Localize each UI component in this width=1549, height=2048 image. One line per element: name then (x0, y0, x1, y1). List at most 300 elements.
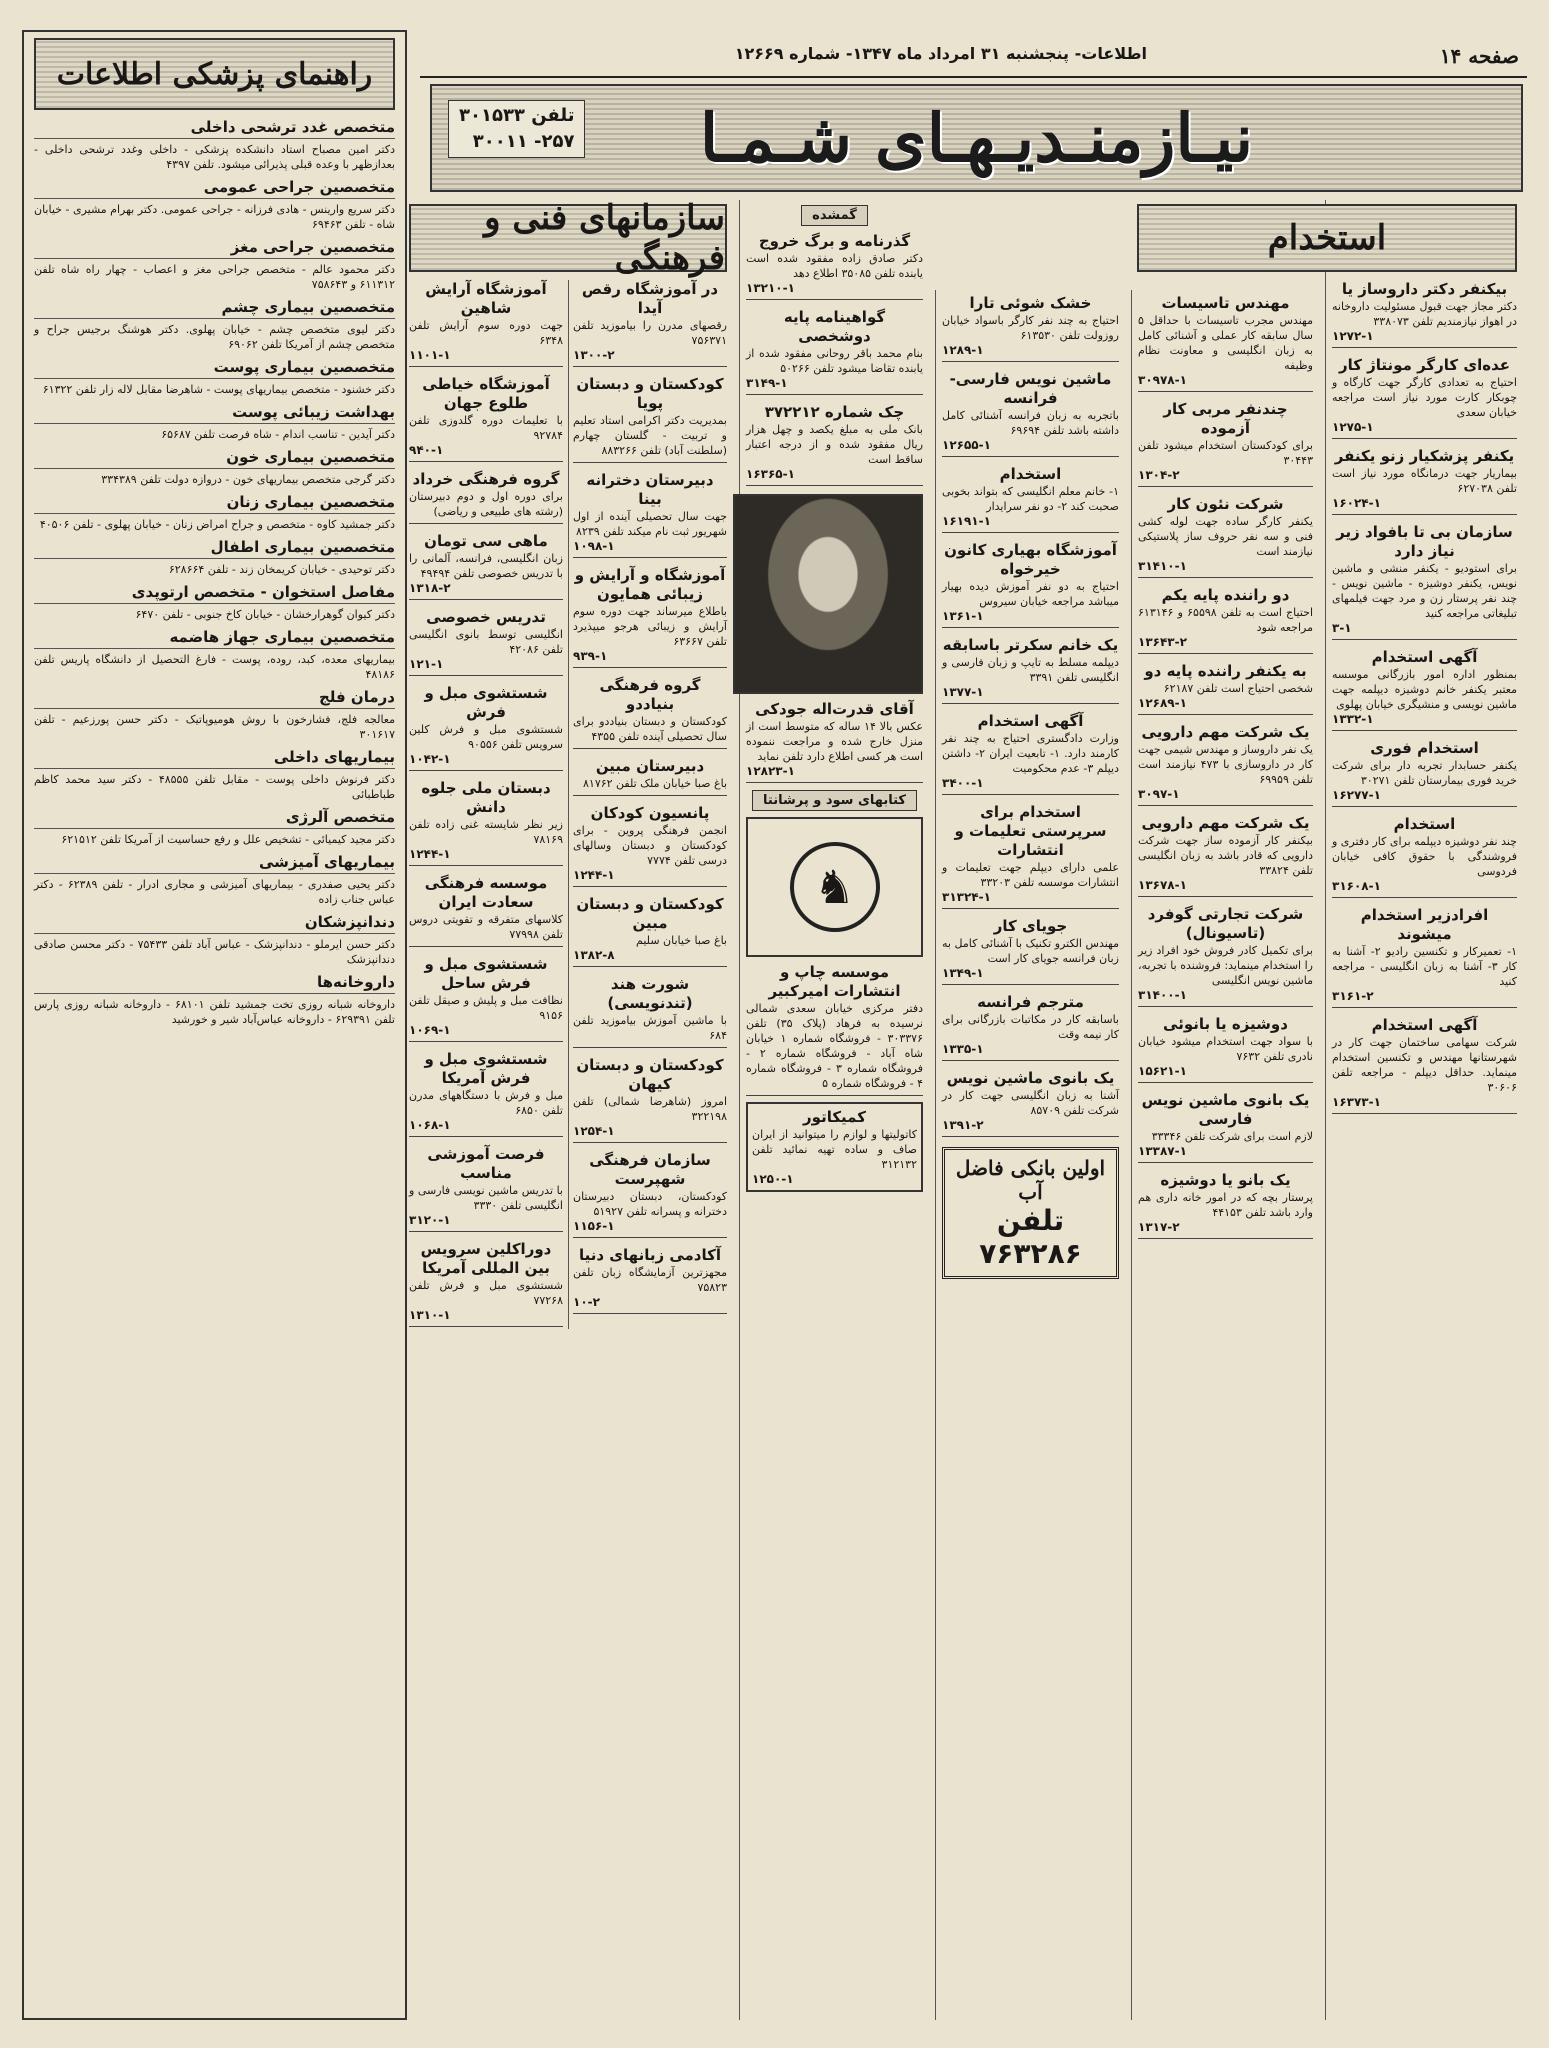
amirkabir-logo (746, 817, 923, 957)
ad-body: یکنفر کارگر ساده جهت لوله کشی فنی و سه نفر حروف ساز پلاستیکی نیازمند است (1138, 515, 1313, 558)
ad-code: ۱۲۷۲-۱ (1332, 329, 1374, 343)
ad-divider (573, 1047, 727, 1048)
ad-title: استخدام (1393, 815, 1456, 833)
ad-body: علمی دارای دیپلم جهت تعلیمات و انتشارات موسسه تلفن ۳۳۲۰۳ (942, 861, 1119, 889)
missing-child-code: ۱۲۸۲۳-۱ (746, 764, 795, 778)
classified-ad (1138, 495, 1313, 578)
ad-code: ۱۲۵۴-۱ (573, 1124, 615, 1138)
directory-entry (34, 238, 395, 292)
ad-code: ۱۶۳۶۵-۱ (746, 467, 795, 481)
ad-divider (1138, 486, 1313, 487)
classified-ad (942, 803, 1119, 909)
column-4 (739, 200, 929, 2020)
classified-ad (1138, 1091, 1313, 1163)
ad-divider (746, 394, 923, 395)
sewage-bank-phone: تلفن ۷۶۳۲۸۶ (979, 1204, 1082, 1270)
classified-ad (942, 993, 1119, 1061)
ad-title: شورت هند (تندنویسی) (607, 975, 693, 1012)
banner-phone-2: ۲۵۷- ۳۰۰۱۱ (472, 131, 575, 152)
classified-ad (409, 1050, 563, 1137)
directory-entry-body: دکتر محمود عالم - متخصص جراحی مغز و اعصاب - چهار راه شاه تلفن ۶۱۱۳۱۲ و ۷۵۸۶۴۳ (34, 263, 395, 291)
banner-phone-1: تلفن ۳۰۱۵۳۳ (459, 105, 575, 126)
directory-entry-body: دکتر یحیی صفدری - بیماریهای آمیزشی و مجاری ادرار - تلفن ۶۲۳۸۹ - دکتر عباس جناب زاده (34, 878, 395, 906)
classified-ad (1332, 739, 1517, 807)
ad-code: ۳-۱ (1332, 621, 1352, 635)
directory-entry (34, 583, 395, 622)
classified-ad (1138, 586, 1313, 654)
ad-code: ۱۳۲۱۰-۱ (746, 281, 795, 295)
ad-code: ۳۱۶۰۸-۱ (1332, 879, 1381, 893)
ad-title: یک بانوی ماشین نویس فارسی (1141, 1091, 1310, 1128)
classified-ad (942, 465, 1119, 533)
ad-title: ماهی سی تومان (424, 532, 548, 550)
employment-ads (1332, 280, 1517, 1114)
ad-title: استخدام برای سرپرستی تعلیمات و انتشارات (954, 803, 1107, 859)
ad-title: خشک شوئی تارا (969, 294, 1092, 312)
ad-body: شستشوی مبل و فرش کلین سرویس تلفن ۹۰۵۵۶ (409, 723, 563, 751)
directory-entry-body: دکتر جمشید کاوه - متخصص و جراح امراض زنان - خیابان پهلوی - تلفن ۴۰۵۰۶ (39, 518, 395, 531)
directory-entry-title: متخصصین بیماری زنان (34, 493, 395, 514)
ad-title: شستشوی مبل و فرش ساحل (424, 955, 548, 992)
classified-ad (942, 636, 1119, 704)
ad-title: تدریس خصوصی (426, 608, 546, 626)
ad-body: وزارت دادگستری احتیاج به چند نفر کارمند دارد. ۱- تابعیت ایران ۲- داشتن دیپلم ۳- عدم محکومیت (942, 732, 1119, 775)
classified-ad (573, 895, 727, 967)
directory-entry-title: مفاصل استخوان - متخصص ارتوپدی (34, 583, 395, 604)
directory-entry (34, 448, 395, 487)
ad-body: باسابقه کار در مکاتبات بازرگانی برای کار نیمه وقت (942, 1013, 1119, 1041)
ad-divider (746, 485, 923, 486)
ad-body: کودکستان، دبستان دبیرستان دخترانه و پسرانه تلفن ۵۱۹۲۷ (573, 1190, 727, 1218)
classified-ad (1332, 906, 1517, 1008)
ad-body: احتیاج به چند نفر کارگر باسواد خیابان روزولت تلفن ۶۱۳۵۳۰ (942, 314, 1119, 342)
column-3 (935, 290, 1125, 2020)
ad-title: دبیرستان مبین (595, 757, 705, 775)
ad-body: ۱- تعمیرکار و تکنسین رادیو ۲- آشنا به کار ۳- آشنا به زبان انگلیسی - مراجعه کنید (1332, 945, 1517, 988)
directory-entry-body: دکتر آیدین - تناسب اندام - شاه فرصت تلفن ۶۵۶۸۷ (161, 428, 395, 441)
sidebar-items (34, 118, 395, 1027)
ad-body: دیپلمه مسلط به تایپ و زبان فارسی و انگلیسی تلفن ۳۳۹۱ (942, 656, 1119, 684)
ad-title: عده‌ای کارگر مونتاژ کار (1338, 356, 1511, 374)
ad-divider (573, 462, 727, 463)
ad-code: ۳۱۲۰-۱ (409, 1213, 451, 1227)
classified-ad (573, 804, 727, 887)
page-header (420, 30, 1527, 78)
classified-ad (1332, 523, 1517, 640)
banner-phones (448, 100, 585, 158)
ad-code: ۱۳۱۰-۱ (409, 1308, 451, 1322)
ad-body: امروز (شاهرضا شمالی) تلفن ۳۲۲۱۹۸ (573, 1095, 727, 1123)
ad-code: ۱۵۶۲۱-۱ (1138, 1064, 1187, 1078)
ad-body: باتجربه به زبان فرانسه آشنائی کامل داشته باشد تلفن ۶۹۶۹۴ (942, 409, 1119, 437)
ad-code: ۳۱۴۹-۱ (746, 376, 788, 390)
ad-code: ۱۱۵۶-۱ (573, 1219, 615, 1233)
ad-code: ۱۶۱۹۱-۱ (942, 514, 991, 528)
ad-title: جویای کار (993, 917, 1068, 935)
lost-ads (746, 232, 923, 486)
ad-body: با تدریس ماشین نویسی فارسی و انگلیسی تلفن ۳۳۳۰ (409, 1184, 563, 1212)
directory-entry-title: داروخانه‌ها (34, 973, 395, 994)
ad-title: آموزشگاه آرایش شاهین (425, 280, 547, 317)
ad-title: کودکستان و دبستان پویا (576, 375, 724, 412)
ad-title: یکنفر پزشکیار زنو یکنفر (1334, 447, 1515, 465)
missing-child-photo (733, 494, 923, 694)
ad-body: شستشوی مبل و فرش تلفن ۷۷۲۶۸ (409, 1279, 563, 1307)
classified-ad (409, 1240, 563, 1327)
classified-ad (746, 308, 923, 395)
ad-body: یک نفر داروساز و مهندس شیمی جهت کار در داروسازی با ۴۷۳ نیازمند است تلفن ۶۹۹۵۹ (1138, 743, 1313, 786)
ad-title: آموزشگاه بهیاری کانون خیرخواه (944, 541, 1117, 578)
ad-title: فرصت آموزشی مناسب (427, 1145, 545, 1182)
ad-code: ۱۶۲۷۷-۱ (1332, 788, 1381, 802)
classified-ad (1332, 280, 1517, 348)
classified-ad (1138, 1171, 1313, 1239)
directory-entry-body: دکتر کیوان گوهرارخشان - خیابان کاخ جنوبی - تلفن ۶۴۷۰ (135, 608, 395, 621)
ad-title: بیکنفر دکتر داروساز یا (1341, 280, 1508, 298)
ad-title: کودکستان و دبستان مبین (576, 895, 724, 932)
ad-divider (409, 1231, 563, 1232)
ad-divider (1332, 438, 1517, 439)
ad-title: یک خانم سکرتر باسابقه (942, 636, 1119, 654)
directory-entry (34, 748, 395, 802)
ad-code: ۱۲۶۸۹-۱ (1138, 696, 1187, 710)
ad-title: مترجم فرانسه (977, 993, 1084, 1011)
ad-divider (409, 599, 563, 600)
ad-divider (1138, 896, 1313, 897)
ad-title: یک شرکت مهم دارویی (1141, 814, 1310, 832)
ad-body: زبان انگلیسی، فرانسه، آلمانی را با تدریس خصوصی تلفن ۴۹۴۹۴ (409, 552, 563, 580)
classified-ad (573, 471, 727, 558)
ad-code: ۳۰۹۷۸-۱ (1138, 373, 1187, 387)
classified-ad (1138, 1015, 1313, 1083)
ad-divider (409, 461, 563, 462)
ad-body: یکنفر حسابدار تجربه دار برای شرکت خرید فوری بیمارستان تلفن ۳۰۲۷۱ (1332, 759, 1517, 787)
directory-entry-body: دکتر امین مصباح استاد دانشکده پزشکی - داخلی وغدد ترشحی داخلی - بعدازظهر با وعده قبلی پذیرائی میشود. تلفن ۴۳۹۷ (34, 143, 395, 171)
ad-body: شخصی احتیاج است تلفن ۶۲۱۸۷ (1163, 682, 1313, 695)
directory-entry-title: بیماریهای آمیزشی (34, 853, 395, 874)
ad-divider (573, 748, 727, 749)
classified-ad (1138, 400, 1313, 487)
ad-divider (1138, 653, 1313, 654)
ad-divider (746, 299, 923, 300)
directory-entry (34, 298, 395, 352)
ad-body: بانک ملی به مبلغ یکصد و چهل هزار ریال مفقود شده و از درجه اعتبار ساقط است (746, 423, 923, 466)
ad-code: ۳۰۹۷-۱ (1138, 787, 1180, 801)
ad-body: جهت سال تحصیلی آینده از اول شهریور ثبت نام میکند تلفن ۸۲۳۹ (573, 510, 727, 538)
ad-title: شستشوی مبل و فرش (424, 684, 548, 721)
ad-body: مجهزترین آزمایشگاه زبان تلفن ۷۵۸۲۳ (573, 1266, 727, 1294)
ad-title: گواهینامه پایه دوشخصی (783, 308, 886, 345)
ad-title: شرکت تجارتی گوفرد (تاسیونال) (1147, 905, 1304, 942)
ad-title: کودکستان و دبستان کیهان (576, 1056, 724, 1093)
directory-entry-body: دکتر توحیدی - خیابان کریمخان زند - تلفن ۶۲۸۶۶۴ (168, 563, 395, 576)
ad-title: ماشین نویس فارسی-فرانسه (949, 370, 1112, 407)
ad-divider (409, 946, 563, 947)
directory-entry (34, 118, 395, 172)
directory-entry-title: متخصصین بیماری خون (34, 448, 395, 469)
directory-entry (34, 358, 395, 397)
directory-entry (34, 808, 395, 847)
directory-entry-title: متخصصین بیماری پوست (34, 358, 395, 379)
ad-title: پانسیون کودکان (590, 804, 710, 822)
ad-title: دو راننده پایه یکم (1161, 586, 1290, 604)
ad-divider (1138, 805, 1313, 806)
ad-title: دوشیزه یا بانوئی (1163, 1015, 1288, 1033)
directory-entry (34, 688, 395, 742)
classified-ad (1138, 905, 1313, 1007)
ad-divider (573, 886, 727, 887)
directory-entry-body: معالجه فلج، فشارخون با روش هومیوپاتیک - دکتر حسن پورزعیم - تلفن ۳۰۱۶۱۷ (34, 713, 395, 741)
directory-entry-title: متخصصین بیماری اطفال (34, 538, 395, 559)
classified-ad (573, 757, 727, 796)
classified-ad (1138, 294, 1313, 392)
ad-code: ۱۲۸۹-۱ (942, 343, 984, 357)
ad-body: بمنظور اداره امور بازرگانی موسسه معتبر یکنفر خانم دوشیزه دیپلمه جهت ماشین نویسی و منشیگری خیابان پهلوی (1332, 668, 1517, 711)
publisher-title: موسسه چاپ و انتشارات امیرکبیر (768, 963, 901, 1000)
section-cultural-title: سازمانهای فنی و فرهنگی (409, 204, 727, 272)
ad-code: ۱۳۴۹-۱ (942, 966, 984, 980)
classified-ad (1332, 447, 1517, 515)
ad-code: ۱۳۶۱-۱ (942, 609, 984, 623)
ad-title: یک شرکت مهم دارویی (1141, 723, 1310, 741)
ad-divider (942, 794, 1119, 795)
directory-entry-title: متخصصین بیماری جهاز هاضمه (34, 628, 395, 649)
dateline: اطلاعات- پنجشنبه ۳۱ امرداد ماه ۱۳۴۷- شماره ۱۲۶۶۹ (734, 44, 1147, 63)
column-2-ads (1138, 294, 1313, 1239)
ad-code: ۱۳۱۷-۲ (1138, 1220, 1180, 1234)
ad-divider (1332, 347, 1517, 348)
ad-divider (409, 1136, 563, 1137)
ad-body: باغ صبا خیابان سلیم (636, 934, 727, 947)
ad-body: برای کودکستان استخدام میشود تلفن ۳۰۴۴۳ (1138, 439, 1313, 467)
ad-divider (409, 1041, 563, 1042)
ad-title: گروه فرهنگی بنیاددو (599, 676, 701, 713)
ad-divider (1138, 1082, 1313, 1083)
classified-ad (409, 955, 563, 1042)
ad-body: بیکنفر کار آزموده ساز جهت شرکت دارویی که قادر باشد به زبان انگلیسی تلفن ۳۳۸۲۴ (1138, 834, 1313, 877)
ad-title: سازمان فرهنگی شهپرست (589, 1151, 711, 1188)
ad-body: دکتر صادق زاده مفقود شده است یابنده تلفن ۳۵۰۸۵ اطلاع دهد (746, 252, 923, 280)
classified-ad (409, 779, 563, 866)
classified-ad (1332, 1016, 1517, 1114)
ad-body: انجمن فرهنگی پروین - برای کودکستان و دبستان وسالهای درسی تلفن ۷۷۷۴ (573, 824, 727, 867)
ad-code: ۱۳۳۸۷-۱ (1138, 1144, 1187, 1158)
ad-body: مهندس مجرب تاسیسات با حداقل ۵ سال سابقه کار عملی و آشنائی کامل به زبان انگلیسی و معاونت نظام وظیفه (1138, 314, 1313, 372)
column-5 (403, 200, 733, 2020)
ad-code: ۱۱۰۱-۱ (409, 348, 451, 362)
classified-ad (573, 375, 727, 463)
directory-entry-body: بیماریهای معده، کبد، روده، پوست - فارغ التحصیل از دانشگاه پاریس تلفن ۴۸۱۸۶ (34, 653, 395, 681)
ad-title: آگهی استخدام (1371, 1016, 1478, 1034)
ad-divider (573, 1237, 727, 1238)
ad-title: شستشوی مبل و فرش آمریکا (424, 1050, 548, 1087)
ad-code: ۱۳۶۷۸-۱ (1138, 878, 1187, 892)
ad-code: ۳۱۶۱-۲ (1332, 989, 1374, 1003)
ad-title: مهندس تاسیسات (1161, 294, 1290, 312)
ad-title: به یکنفر راننده پایه دو (1144, 662, 1307, 680)
directory-entry (34, 913, 395, 967)
ad-divider (1138, 1006, 1313, 1007)
directory-entry-body: دکتر سریع وارینس - هادی فرزانه - جراحی عمومی. دکتر بهرام مشیری - خیابان شاه - تلفن ۶۹۴۶۳ (34, 203, 395, 231)
directory-entry (34, 178, 395, 232)
ad-title: افرادزیر استخدام میشوند (1360, 906, 1489, 943)
ad-divider (409, 523, 563, 524)
ad-body: پرستار بچه که در امور خانه داری هم وارد باشد تلفن ۴۴۱۵۳ (1138, 1191, 1313, 1219)
kimia-title: کمیکاتور (803, 1108, 866, 1126)
ad-title: استخدام فوری (1370, 739, 1479, 757)
ad-divider (1332, 806, 1517, 807)
ad-code: ۱۳۳۵-۱ (942, 1042, 984, 1056)
ad-divider (942, 361, 1119, 362)
ad-code: ۱۰۹۸-۱ (573, 539, 615, 553)
directory-entry-title: بهداشت زیبائی پوست (34, 403, 395, 424)
ad-divider (573, 966, 727, 967)
classified-ad (942, 917, 1119, 985)
ad-body: برای تکمیل کادر فروش خود افراد زیر را استخدام مینماید: فروشنده با تجربه، ماشین نویس انگلیسی (1138, 944, 1313, 987)
ad-divider (409, 865, 563, 866)
directory-entry-body: دکتر حسن ایرملو - دندانپزشک - عباس آباد تلفن ۷۵۴۳۳ - دکتر محسن صادقی دندانپزشک (34, 938, 395, 966)
ad-body: جهت دوره سوم آرایش تلفن ۶۳۴۸ (409, 319, 563, 347)
classified-ad (1332, 648, 1517, 731)
classified-ad (409, 280, 563, 367)
ad-divider (1332, 1007, 1517, 1008)
ad-body: با تعلیمات دوره گلدوزی تلفن ۹۲۷۸۴ (409, 414, 563, 442)
ad-code: ۱۳۹۱-۲ (942, 1118, 984, 1132)
ad-body: بنام محمد باقر روحانی مفقود شده از یابنده تقاضا میشود تلفن ۵۰۲۶۶ (746, 347, 923, 375)
ad-body: برای استودیو - یکنفر منشی و ماشین نویس، یکنفر دوشیزه - ماشین نویس - چند نفر پرستار زن و مرد جهت فیلمهای تبلیغاتی مراجعه کنید (1332, 562, 1517, 620)
ad-body: بمدیریت دکتر اکرامی استاد تعلیم و تربیت - گلستان چهارم (سلطنت آباد) تلفن ۸۸۳۲۶۶ (573, 414, 727, 457)
ad-title: دبستان ملی جلوه دانش (421, 779, 551, 816)
ad-divider (942, 703, 1119, 704)
directory-entry-body: دکتر خشنود - متخصص بیماریهای پوست - شاهرضا مقابل لاله زار تلفن ۶۱۳۲۲ (42, 383, 395, 396)
classified-ad (1138, 814, 1313, 897)
ad-divider (573, 557, 727, 558)
ad-title: چندنفر مربی کار آزموده (1163, 400, 1288, 437)
directory-entry-title: متخصص غدد ترشحی داخلی (34, 118, 395, 139)
ad-title: چک شماره ۳۷۲۲۱۲ (764, 403, 905, 421)
directory-entry-body: داروخانه شبانه روزی تخت جمشید تلفن ۶۸۱۰۱ - داروخانه شبانه روزی پارس تلفن ۶۲۹۳۹۱ - داروخانه عباس‌آباد شیر و خورشید (34, 998, 396, 1026)
classified-ad (942, 712, 1119, 795)
classified-ad (1332, 815, 1517, 898)
directory-entry (34, 403, 395, 442)
classified-ad (1138, 723, 1313, 806)
ad-title: در آموزشگاه رقص آیدا (581, 280, 719, 317)
ad-body: دکتر مجاز جهت قبول مسئولیت داروخانه در اهواز نیازمندیم تلفن ۳۳۸۰۷۳ (1332, 300, 1517, 328)
ad-divider (573, 795, 727, 796)
classified-ad (409, 874, 563, 947)
directory-entry-body: دکتر لیوی متخصص چشم - خیابان پهلوی. دکتر هوشنگ برجیس جراح و متخصص چشم از آمریکا تلفن ۶۹۰۶۲ (34, 323, 395, 351)
ad-body: با ماشین آموزش بیاموزید تلفن ۶۸۴ (573, 1014, 727, 1042)
ad-code: ۹۳۹-۱ (573, 649, 608, 663)
ad-title: آموزشگاه و آرایش و زیبائی همایون (574, 566, 726, 603)
ad-body: شرکت سهامی ساختمان جهت کار در شهرستانها مهندس و تکنسین استخدام مینماید. حداقل دیپلم - مراجعه تلفن ۳۰۶۰۶ (1332, 1036, 1517, 1094)
ad-code: ۳۱۴۱۰-۱ (1138, 559, 1187, 573)
ad-divider (1138, 391, 1313, 392)
ad-code: ۹۴۰-۱ (409, 443, 444, 457)
ad-body: آشنا به زبان انگلیسی جهت کار در شرکت تلفن ۸۵۷۰۹ (942, 1089, 1119, 1117)
ad-divider (1332, 1113, 1517, 1114)
ad-title: سازمان بی تا بافواد زیر نیاز دارد (1336, 523, 1513, 560)
directory-entry-body: دکتر مجید کیمیائی - تشخیص علل و رفع حساسیت از آمریکا تلفن ۶۲۱۵۱۲ (61, 833, 395, 846)
ad-code: ۱۳۱۸-۲ (409, 581, 451, 595)
sidebar-title: راهنمای پزشکی اطلاعات (34, 38, 395, 110)
ad-divider (1332, 639, 1517, 640)
sewage-bank-phone-ad (942, 1147, 1119, 1279)
ad-body: انگلیسی توسط بانوی انگلیسی تلفن ۴۲۰۸۶ (409, 628, 563, 656)
kimia-code: ۱۲۵۰-۱ (752, 1172, 794, 1186)
directory-entry (34, 853, 395, 907)
ad-divider (1138, 714, 1313, 715)
page-number: صفحه ۱۴ (1439, 44, 1519, 68)
ad-body: مبل و فرش با دستگاههای مدرن تلفن ۶۸۵۰ (409, 1089, 563, 1117)
ad-title: آگهی استخدام (977, 712, 1084, 730)
ad-divider (573, 667, 727, 668)
ad-title: گذرنامه و برگ خروج (758, 232, 911, 250)
missing-child-text: عکس بالا ۱۴ ساله که متوسط است از منزل خارج شده و مراجعت ننموده است هر کسی اطلاع دارد تلفن نماید (746, 720, 923, 763)
ad-divider (573, 366, 727, 367)
classified-ad (409, 532, 563, 600)
column-3-ads (942, 294, 1119, 1137)
ad-divider (942, 1136, 1119, 1137)
ad-divider (942, 908, 1119, 909)
ad-code: ۱۳۷۷-۱ (942, 685, 984, 699)
ad-code: ۱۰۶۹-۱ (409, 1023, 451, 1037)
missing-child-name: آقای قدرت‌اله جودکی (755, 700, 914, 718)
ad-body: زیر نظر شایسته غنی زاده تلفن ۷۸۱۶۹ (409, 818, 563, 846)
ad-code: ۱۶۰۲۴-۱ (1332, 496, 1381, 510)
ad-divider (942, 984, 1119, 985)
ad-code: ۱۰۴۲-۱ (409, 752, 451, 766)
classified-ad (942, 1069, 1119, 1137)
directory-entry-title: متخصصین بیماری چشم (34, 298, 395, 319)
ad-divider (573, 1142, 727, 1143)
ad-body: با سواد جهت استخدام میشود خیابان نادری تلفن ۷۶۳۲ (1138, 1035, 1313, 1063)
ad-code: ۱۲۷۵-۱ (1332, 420, 1374, 434)
ad-title: آکادمی زبانهای دنیا (578, 1246, 721, 1264)
directory-entry-title: دندانپزشکان (34, 913, 395, 934)
classifieds-banner (430, 84, 1523, 192)
ad-title: یک بانو یا دوشیزه (1160, 1171, 1291, 1189)
ad-code: ۱۳۰۰-۲ (573, 348, 615, 362)
ad-divider (409, 770, 563, 771)
ad-code: ۱۶۳۷۳-۱ (1332, 1095, 1381, 1109)
classified-ad (942, 370, 1119, 457)
ad-body: برای دوره اول و دوم دبیرستان (رشته های طبیعی و ریاضی) (409, 490, 563, 518)
classified-ad (942, 294, 1119, 362)
chariot-icon: ♞ (790, 842, 880, 932)
banner-title: نیـازمنـدیـهـای شـمـا (699, 99, 1254, 177)
ad-code: ۱۲۱-۱ (409, 657, 444, 671)
ad-divider (942, 1060, 1119, 1061)
ad-body: باغ صبا خیابان ملک تلفن ۸۱۷۶۲ (583, 777, 727, 790)
ad-divider (942, 532, 1119, 533)
ad-title: استخدام (999, 465, 1062, 483)
ad-body: احتیاج به دو نفر آموزش دیده بهیار میباشد مراجعه خیابان سیروس (942, 580, 1119, 608)
ad-code: ۳۱۳۲۴-۱ (942, 890, 991, 904)
ad-divider (942, 456, 1119, 457)
ad-code: ۱۲۴۴-۱ (409, 847, 451, 861)
classified-ad (573, 975, 727, 1048)
ad-code: ۱۰۶۸-۱ (409, 1118, 451, 1132)
cultural-ads (409, 280, 727, 1329)
classified-ad (409, 1145, 563, 1232)
ad-divider (1332, 897, 1517, 898)
column-employment (1267, 200, 1523, 2020)
ad-title: موسسه فرهنگی سعادت ایران (424, 874, 548, 911)
ad-body: باطلاع میرساند جهت دوره سوم آرایش و زیبائی هرجو میپذیرد تلفن ۶۳۶۶۷ (573, 605, 727, 648)
directory-entry (34, 628, 395, 682)
directory-entry-title: متخصصین جراحی عمومی (34, 178, 395, 199)
